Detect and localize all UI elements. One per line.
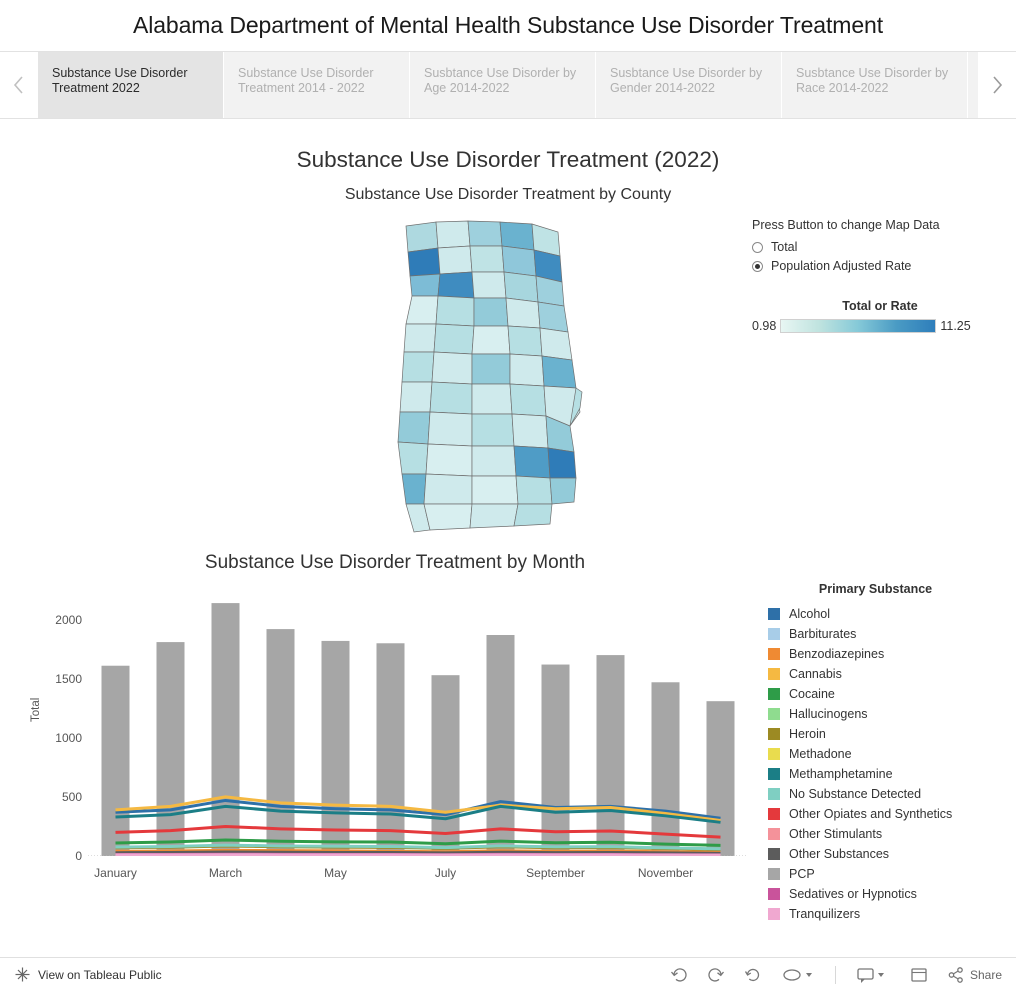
map-option-population-adjusted-rate[interactable] <box>752 259 1002 273</box>
legend-label: Cocaine <box>789 687 835 701</box>
legend-label: Benzodiazepines <box>789 647 885 661</box>
viz-title: Substance Use Disorder Treatment (2022) <box>296 147 720 172</box>
map-controls-panel <box>752 218 1002 333</box>
bar-mark[interactable] <box>102 666 130 856</box>
tab-substance-use-disorder-by-age[interactable] <box>410 52 596 118</box>
bar-mark[interactable] <box>542 665 570 856</box>
x-axis-tick: May <box>324 866 347 880</box>
tableau-logo-icon <box>14 966 31 983</box>
x-axis-tick: November <box>637 866 694 880</box>
y-axis-tick: 1500 <box>55 671 82 686</box>
legend-swatch <box>768 848 780 860</box>
legend-label: No Substance Detected <box>789 787 922 801</box>
legend-item[interactable] <box>768 844 1008 864</box>
legend-label: Methamphetamine <box>789 767 893 781</box>
line-series[interactable] <box>116 826 721 837</box>
legend-swatch <box>768 688 780 700</box>
map-option-label: Total <box>771 240 798 254</box>
map-option-label: Population Adjusted Rate <box>771 259 912 273</box>
y-axis-tick: 1000 <box>55 730 82 745</box>
tab-substance-use-disorder-treatment-2014-2022[interactable] <box>224 52 410 118</box>
tab-label: Susbtance Use Disorder by Gender 2014-2022 <box>610 66 763 95</box>
tab-substance-use-disorder-by-race[interactable] <box>782 52 968 118</box>
legend-item[interactable] <box>768 804 1008 824</box>
y-axis-tick: 0 <box>75 849 82 863</box>
alabama-county-choropleth-map[interactable] <box>392 212 622 537</box>
legend-item[interactable] <box>768 744 1008 764</box>
tab-scroll-left-button[interactable] <box>0 52 38 118</box>
color-ramp-title: Total or Rate <box>842 299 918 313</box>
legend-swatch <box>768 668 780 680</box>
map-subtitle: Substance Use Disorder Treatment by County <box>344 186 672 203</box>
legend-label: Methadone <box>789 747 852 761</box>
legend-swatch <box>768 708 780 720</box>
chevron-right-icon <box>990 74 1004 96</box>
share-icon <box>947 966 964 983</box>
map-control-prompt: Press Button to change Map Data <box>752 218 940 232</box>
page-title: Alabama Department of Mental Health Substance Use Disorder Treatment <box>132 12 883 38</box>
legend-swatch <box>768 728 780 740</box>
tab-scroll-right-button[interactable] <box>978 52 1016 118</box>
bar-mark[interactable] <box>157 642 185 856</box>
chevron-left-icon <box>12 74 26 96</box>
chart-title: Substance Use Disorder Treatment by Month <box>204 552 586 573</box>
tab-bar <box>0 51 1016 119</box>
legend-swatch <box>768 608 780 620</box>
revert-icon[interactable] <box>744 966 761 983</box>
color-ramp-gradient <box>780 319 936 333</box>
legend-item[interactable] <box>768 724 1008 744</box>
legend-label: Sedatives or Hypnotics <box>789 887 917 901</box>
x-axis-tick: July <box>434 866 457 880</box>
bar-mark[interactable] <box>432 675 460 856</box>
y-axis-label: Total <box>30 697 42 722</box>
legend-label: Barbiturates <box>789 627 857 641</box>
legend-item[interactable] <box>768 664 1008 684</box>
chart-plot-area[interactable] <box>55 596 748 880</box>
legend-item[interactable] <box>768 884 1008 904</box>
map-option-total[interactable] <box>752 240 1002 254</box>
legend-item[interactable] <box>768 904 1008 924</box>
x-axis-tick: January <box>94 866 137 880</box>
y-axis-tick: 2000 <box>55 612 82 627</box>
color-ramp-min-label: 0.98 <box>752 319 777 333</box>
legend-label: Alcohol <box>789 607 830 621</box>
legend-swatch <box>768 908 780 920</box>
toolbar-divider <box>835 966 836 984</box>
legend-label: Other Opiates and Synthetics <box>789 807 953 821</box>
chart-legend <box>768 582 1008 924</box>
chart-svg <box>88 596 748 856</box>
legend-label: Cannabis <box>789 667 842 681</box>
legend-label: Other Stimulants <box>789 827 883 841</box>
map-block <box>0 210 1016 540</box>
legend-swatch <box>768 648 780 660</box>
alabama-map-svg <box>392 212 622 537</box>
color-ramp <box>752 319 1002 333</box>
radio-button-population-adjusted-rate[interactable] <box>752 261 763 272</box>
x-axis-tick: March <box>208 866 243 880</box>
legend-item[interactable] <box>768 864 1008 884</box>
tab-substance-use-disorder-treatment-2022[interactable] <box>38 52 224 118</box>
y-axis-tick: 500 <box>61 789 82 804</box>
legend-item[interactable] <box>768 784 1008 804</box>
legend-label: Hallucinogens <box>789 707 868 721</box>
legend-label: PCP <box>789 867 815 881</box>
bar-mark[interactable] <box>597 655 625 856</box>
fullscreen-icon[interactable] <box>910 966 927 983</box>
bar-mark[interactable] <box>322 641 350 856</box>
legend-label: Tranquilizers <box>789 907 861 921</box>
legend-label: Other Substances <box>789 847 890 861</box>
radio-button-total[interactable] <box>752 242 763 253</box>
legend-item[interactable] <box>768 684 1008 704</box>
bar-mark[interactable] <box>652 682 680 856</box>
refresh-icon[interactable] <box>781 966 815 983</box>
legend-swatch <box>768 808 780 820</box>
bar-mark[interactable] <box>267 629 295 856</box>
legend-swatch <box>768 888 780 900</box>
month-chart <box>0 582 1016 921</box>
comment-icon[interactable] <box>856 966 890 983</box>
redo-icon[interactable] <box>707 966 724 983</box>
bar-mark[interactable] <box>487 635 515 856</box>
color-ramp-max-label: 11.25 <box>940 319 971 333</box>
bar-mark[interactable] <box>212 603 240 856</box>
legend-label: Heroin <box>789 727 826 741</box>
tab-substance-use-disorder-by-gender[interactable] <box>596 52 782 118</box>
bar-mark[interactable] <box>377 643 405 856</box>
legend-swatch <box>768 828 780 840</box>
legend-swatch <box>768 868 780 880</box>
legend-item[interactable] <box>768 624 1008 644</box>
legend-item[interactable] <box>768 704 1008 724</box>
legend-swatch <box>768 748 780 760</box>
x-axis-tick: September <box>526 866 585 880</box>
share-button[interactable] <box>947 966 1002 983</box>
legend-item[interactable] <box>768 604 1008 624</box>
tab-label: Substance Use Disorder Treatment 2022 <box>52 66 188 95</box>
tab-label: Susbtance Use Disorder by Age 2014-2022 <box>424 66 577 95</box>
legend-swatch <box>768 628 780 640</box>
legend-item[interactable] <box>768 764 1008 784</box>
chart-legend-title: Primary Substance <box>818 582 933 596</box>
legend-swatch <box>768 788 780 800</box>
view-on-tableau-public-link[interactable]: View on Tableau Public <box>38 967 162 982</box>
footer-toolbar <box>0 957 1016 991</box>
legend-item[interactable] <box>768 824 1008 844</box>
legend-item[interactable] <box>768 644 1008 664</box>
bar-mark[interactable] <box>707 701 735 856</box>
share-label: Share <box>969 967 1002 982</box>
tab-label: Substance Use Disorder Treatment 2014 - 2022 <box>238 66 374 95</box>
undo-icon[interactable] <box>670 966 687 983</box>
line-series[interactable] <box>116 845 721 849</box>
tab-label: Susbtance Use Disorder by Race 2014-2022 <box>796 66 949 95</box>
legend-swatch <box>768 768 780 780</box>
